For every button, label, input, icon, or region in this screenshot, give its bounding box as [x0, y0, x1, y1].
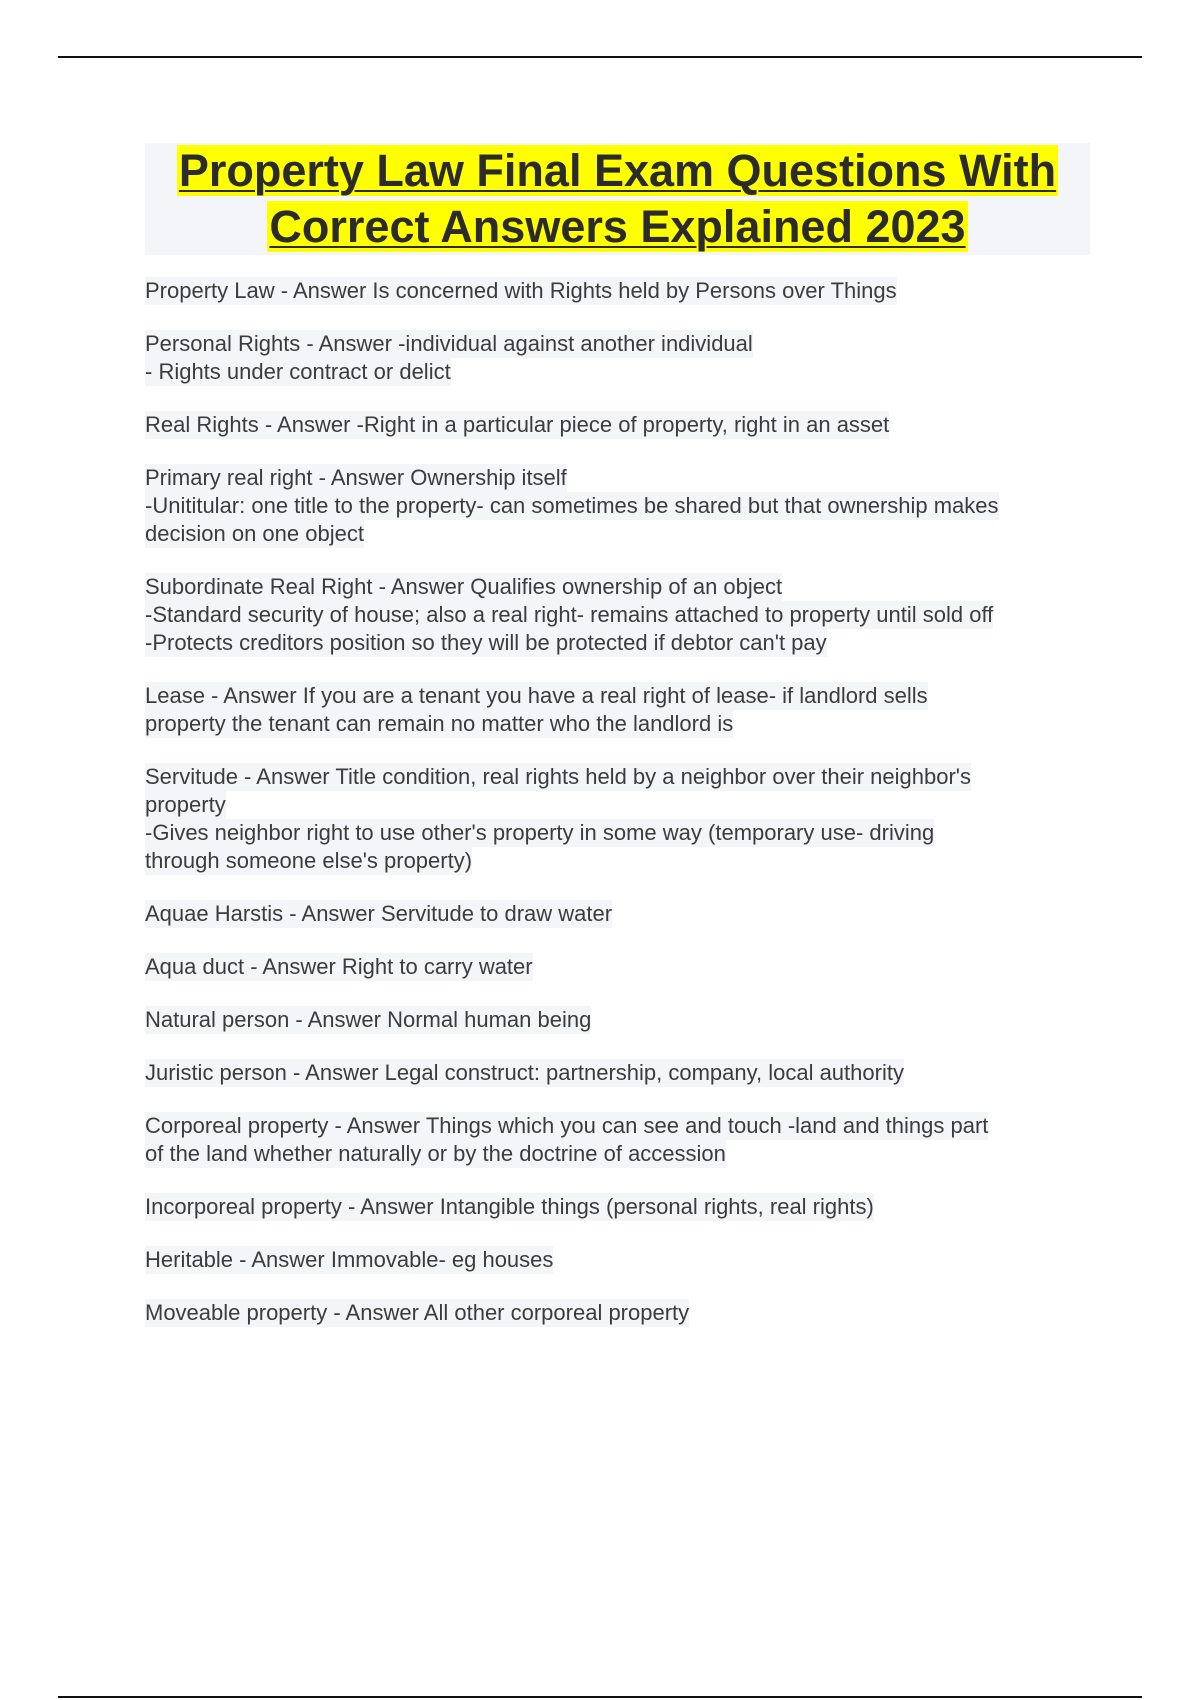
- qa-detail-line: of the land whether naturally or by the doctrine of accession: [145, 1141, 726, 1166]
- qa-detail-line: - Rights under contract or delict: [145, 359, 451, 384]
- qa-term-line: Moveable property - Answer All other corporeal property: [145, 1300, 690, 1325]
- qa-entry: [145, 1299, 1090, 1327]
- qa-term-line: Incorporeal property - Answer Intangible things (personal rights, real rights): [145, 1194, 874, 1219]
- qa-term-line: Primary real right - Answer Ownership itself: [145, 465, 567, 490]
- qa-term-line: Real Rights - Answer -Right in a particular piece of property, right in an asset: [145, 412, 890, 437]
- top-divider: [58, 56, 1142, 58]
- qa-entry: [145, 1006, 1090, 1034]
- qa-detail-line: -Protects creditors position so they will be protected if debtor can't pay: [145, 630, 827, 655]
- qa-entry: [145, 763, 1090, 875]
- qa-detail-line: -Standard security of house; also a real right- remains attached to property until sold off: [145, 602, 994, 627]
- qa-term-line: Aquae Harstis - Answer Servitude to draw water: [145, 901, 613, 926]
- qa-term-line: Heritable - Answer Immovable- eg houses: [145, 1247, 554, 1272]
- qa-entry: [145, 900, 1090, 928]
- qa-detail-line: decision on one object: [145, 521, 364, 546]
- qa-term-line: Property Law - Answer Is concerned with Rights held by Persons over Things: [145, 278, 897, 303]
- qa-entry: [145, 573, 1090, 657]
- qa-list: [145, 277, 1090, 1327]
- qa-term-line: Lease - Answer If you are a tenant you have a real right of lease- if landlord sells: [145, 683, 928, 708]
- page-title: [145, 143, 1090, 255]
- qa-entry: [145, 1193, 1090, 1221]
- qa-term-line: Juristic person - Answer Legal construct: partnership, company, local authority: [145, 1060, 904, 1085]
- qa-term-line: Corporeal property - Answer Things which you can see and touch -land and things part: [145, 1113, 989, 1138]
- qa-term-line: Servitude - Answer Title condition, real rights held by a neighbor over their neighbor's: [145, 764, 971, 789]
- qa-detail-line: property the tenant can remain no matter who the landlord is: [145, 711, 734, 736]
- qa-term-line: Aqua duct - Answer Right to carry water: [145, 954, 533, 979]
- qa-entry: [145, 330, 1090, 386]
- qa-entry: [145, 464, 1090, 548]
- qa-entry: [145, 277, 1090, 305]
- qa-entry: [145, 682, 1090, 738]
- qa-entry: [145, 1246, 1090, 1274]
- qa-detail-line: -Unititular: one title to the property- can sometimes be shared but that ownership makes: [145, 493, 999, 518]
- bottom-divider: [58, 1696, 1142, 1698]
- qa-term-line: Subordinate Real Right - Answer Qualifies ownership of an object: [145, 574, 783, 599]
- qa-term-line: Personal Rights - Answer -individual against another individual: [145, 331, 753, 356]
- title-line-2: Correct Answers Explained 2023: [269, 201, 966, 252]
- qa-entry: [145, 411, 1090, 439]
- qa-term-line: Natural person - Answer Normal human being: [145, 1007, 592, 1032]
- qa-entry: [145, 1059, 1090, 1087]
- qa-detail-line: -Gives neighbor right to use other's property in some way (temporary use- driving: [145, 820, 935, 845]
- qa-entry: [145, 953, 1090, 981]
- qa-detail-line: property: [145, 792, 226, 817]
- title-line-1: Property Law Final Exam Questions With: [178, 145, 1057, 196]
- qa-detail-line: through someone else's property): [145, 848, 473, 873]
- qa-entry: [145, 1112, 1090, 1168]
- document-body: [145, 143, 1090, 1352]
